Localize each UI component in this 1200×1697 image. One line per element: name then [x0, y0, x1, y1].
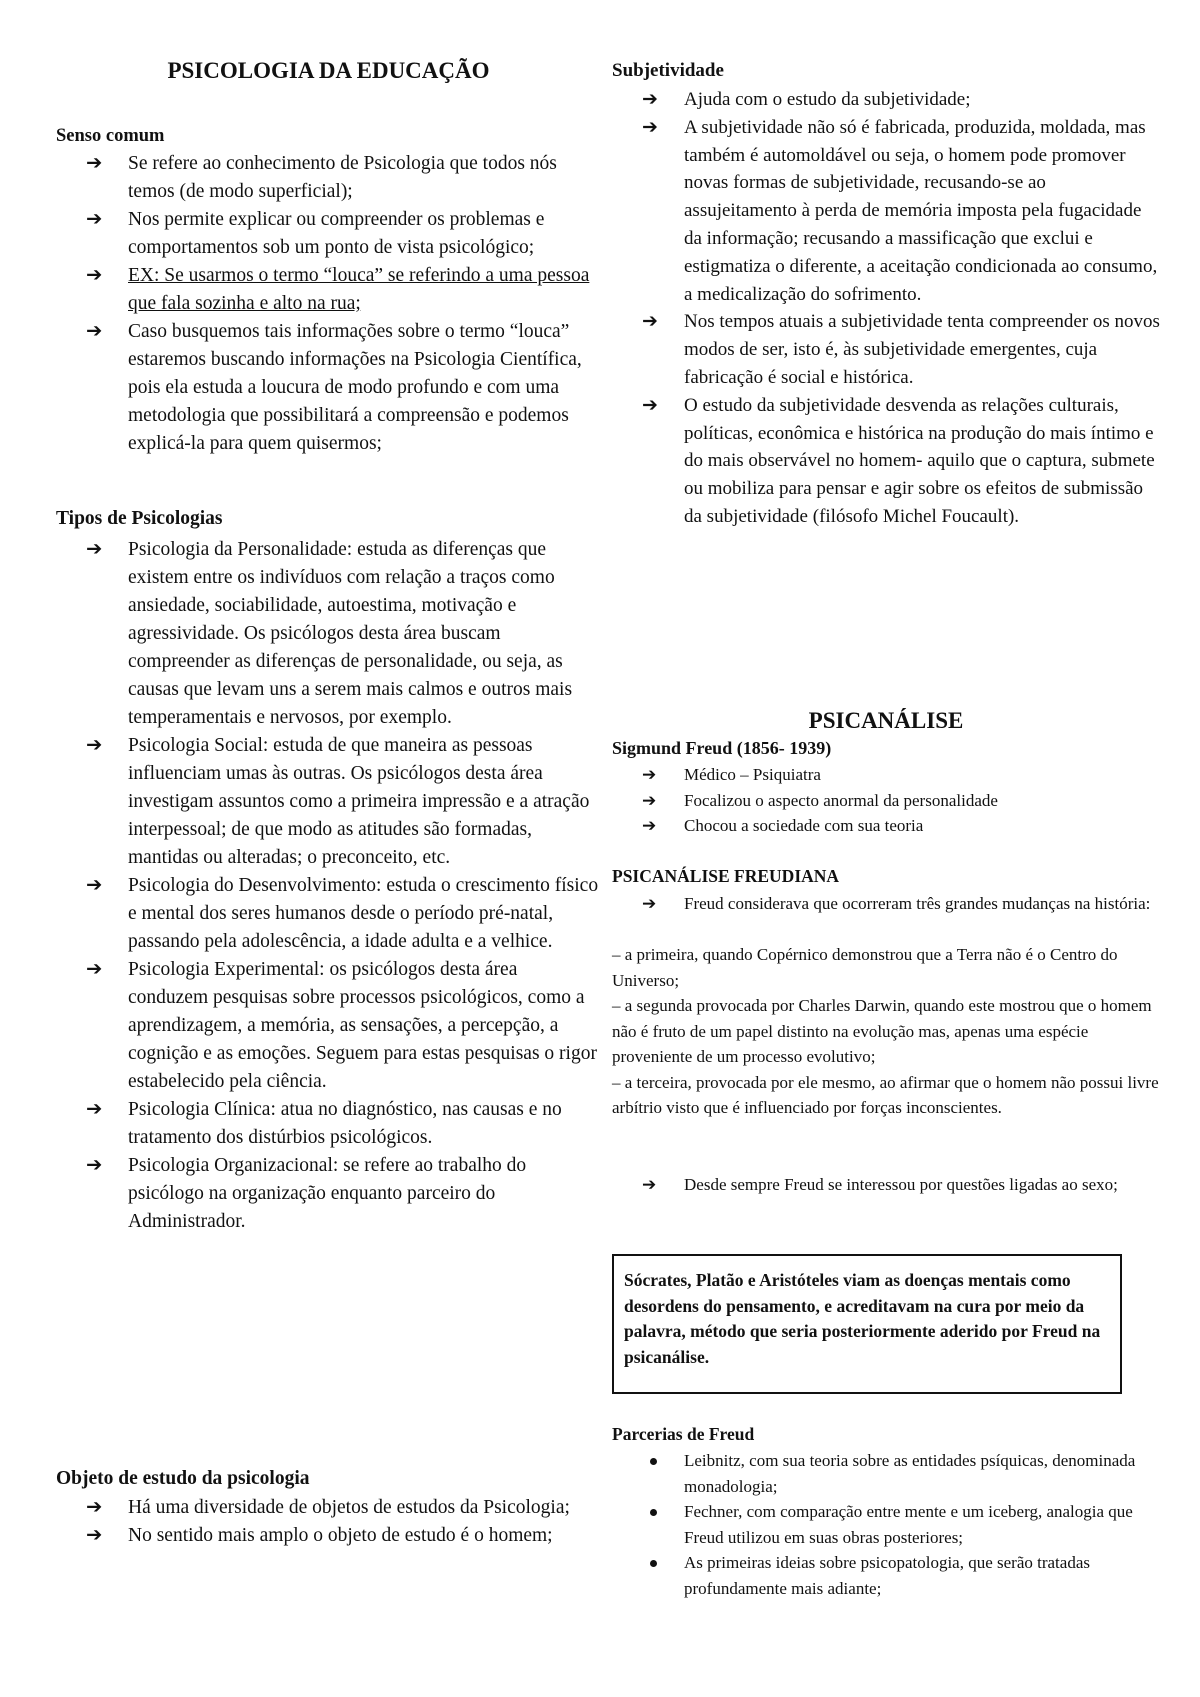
bullet-icon [650, 1560, 657, 1567]
arrow-icon: ➔ [86, 735, 103, 756]
freudiana-intro-list [612, 891, 1160, 917]
list-item: ➔ Psicologia da Personalidade: estuda as diferenças que existem entre os indivíduos com relação a traços como ansiedade, sociabilidade, autoestima, motivação e agressividade. Os psicólogos desta área buscam compreender as diferenças de personalidade, ou seja, as causas que levam uns a serem mais calmos e outros mais temperamentais e nervosos, por exemplo. [56, 536, 601, 732]
arrow-icon: ➔ [86, 539, 103, 560]
list-item: ➔ Psicologia Experimental: os psicólogos desta área conduzem pesquisas sobre processos psicológicos, como a aprendizagem, a memória, as sensações, a percepção, a cognição e as emoções. Seguem para estas pesquisas o rigor estabelecido pela ciência. [56, 956, 601, 1096]
section-heading-senso-comum: Senso comum [56, 126, 165, 146]
list-item: ➔ No sentido mais amplo o objeto de estudo é o homem; [56, 1522, 601, 1550]
arrow-icon: ➔ [642, 394, 658, 416]
psicanalise-title: PSICANÁLISE [808, 708, 964, 733]
list-item: ➔ A subjetividade não só é fabricada, produzida, moldada, mas também é automoldável ou seja, o homem pode promover novas formas de subjetividade, recusando-se ao assujeitamento à perda de memória imposta pela fugacidade da informação; recusando a massificação que exclui e estigmatiza o diferente, a aceitação condicionada ao consumo, a medicalização do sofrimento. [612, 114, 1160, 309]
arrow-icon: ➔ [642, 89, 658, 110]
mudanca-item: – a primeira, quando Copérnico demonstrou que a Terra não é o Centro do Universo; [612, 945, 1118, 990]
highlight-box-text: Sócrates, Platão e Aristóteles viam as doenças mentais como desordens do pensamento, e acreditavam na cura por meio da palavra, método que seria posteriormente aderido por Freud na psicanálise. [624, 1270, 1101, 1367]
arrow-icon: ➔ [642, 894, 657, 913]
arrow-icon: ➔ [642, 816, 657, 835]
section-heading-parcerias: Parcerias de Freud [612, 1424, 755, 1444]
objeto-list [56, 1494, 601, 1550]
example-underlined: EX: Se usarmos o termo “louca” se referindo a uma pessoa que fala sozinha e alto na rua; [128, 265, 590, 314]
document-title: PSICOLOGIA DA EDUCAÇÃO [167, 58, 490, 83]
freud-list [612, 762, 1160, 839]
arrow-icon: ➔ [86, 1525, 103, 1546]
list-item: ➔ Se refere ao conhecimento de Psicologia que todos nós temos (de modo superficial); [56, 150, 601, 206]
list-item: Fechner, com comparação entre mente e um iceberg, analogia que Freud utilizou em suas obras posteriores; [612, 1499, 1160, 1550]
list-item: ➔ Desde sempre Freud se interessou por questões ligadas ao sexo; [612, 1172, 1160, 1198]
list-item: ➔ Psicologia Organizacional: se refere ao trabalho do psicólogo na organização enquanto parceiro do Administrador. [56, 1152, 601, 1236]
arrow-icon: ➔ [642, 311, 658, 333]
section-heading-freud: Sigmund Freud (1856- 1939) [612, 738, 832, 758]
list-item: ➔ Psicologia do Desenvolvimento: estuda o crescimento físico e mental dos seres humanos desde o período pré-natal, passando pela adolescência, a idade adulta e a velhice. [56, 872, 601, 956]
arrow-icon: ➔ [86, 1497, 103, 1518]
bullet-icon [650, 1509, 657, 1516]
list-item: ➔ Caso busquemos tais informações sobre o termo “louca” estaremos buscando informações na Psicologia Científica, pois ela estuda a loucura de modo profundo e com uma metodologia que possibilitará a compreensão e podemos explicá-la para quem quisermos; [56, 318, 601, 458]
tipos-list [56, 536, 601, 1236]
highlight-box [612, 1254, 1122, 1394]
senso-comum-list [56, 150, 601, 458]
subjetividade-list [612, 86, 1160, 531]
arrow-icon: ➔ [642, 765, 657, 784]
list-item: ➔ Ajuda com o estudo da subjetividade; [612, 86, 1160, 114]
arrow-icon: ➔ [86, 959, 103, 980]
list-item: ➔ Psicologia Clínica: atua no diagnóstico, nas causas e no tratamento dos distúrbios psicológicos. [56, 1096, 601, 1152]
arrow-icon: ➔ [642, 790, 657, 810]
bullet-icon [650, 1458, 657, 1465]
mudanca-item: – a segunda provocada por Charles Darwin, quando este mostrou que o homem não é fruto de um papel distinto na evolução mas, apenas uma espécie proveniente de um processo evolutivo; [612, 996, 1152, 1066]
arrow-icon: ➔ [86, 321, 103, 342]
parcerias-list [612, 1448, 1160, 1601]
arrow-icon: ➔ [86, 209, 103, 230]
arrow-icon: ➔ [86, 1155, 103, 1176]
list-item: ➔ Médico – Psiquiatra [612, 762, 1160, 788]
list-item: Leibnitz, com sua teoria sobre as entidades psíquicas, denominada monadologia; [612, 1448, 1160, 1499]
list-item: ➔ Chocou a sociedade com sua teoria [612, 813, 1160, 839]
section-heading-objeto: Objeto de estudo da psicologia [56, 1468, 310, 1489]
section-heading-tipos: Tipos de Psicologias [56, 508, 223, 529]
arrow-icon: ➔ [642, 1175, 657, 1194]
mudanca-item: – a terceira, provocada por ele mesmo, ao afirmar que o homem não possui livre arbítrio visto que é influenciado por forças inconscientes. [612, 1072, 1159, 1117]
list-item: ➔ Freud considerava que ocorreram três grandes mudanças na história: [612, 891, 1160, 917]
list-item: ➔ Há uma diversidade de objetos de estudos da Psicologia; [56, 1494, 601, 1522]
mudancas-text [612, 942, 1160, 1121]
list-item: As primeiras ideias sobre psicopatologia, que serão tratadas profundamente mais adiante; [612, 1550, 1160, 1601]
section-heading-freudiana: PSICANÁLISE FREUDIANA [612, 866, 840, 886]
list-item: ➔ Psicologia Social: estuda de que maneira as pessoas influenciam umas às outras. Os psicólogos desta área investigam assuntos como a primeira impressão e a atração interpessoal; de que modo as atitudes são formadas, mantidas ou alteradas; o preconceito, etc. [56, 732, 601, 872]
list-item: ➔ O estudo da subjetividade desvenda as relações culturais, políticas, econômica e histórica na produção do mais íntimo e do mais observável no homem- aquilo que o captura, submete ou mobiliza para pensar e agir sobre os efeitos de submissão da subjetividade (filósofo Michel Foucault). [612, 392, 1160, 531]
list-item: ➔ Focalizou o aspecto anormal da personalidade [612, 788, 1160, 814]
arrow-icon: ➔ [86, 875, 103, 896]
arrow-icon: ➔ [86, 153, 103, 174]
list-item [56, 262, 601, 318]
arrow-icon: ➔ [642, 116, 658, 138]
arrow-icon: ➔ [86, 265, 103, 286]
list-item: ➔ Nos tempos atuais a subjetividade tenta compreender os novos modos de ser, isto é, às subjetividade emergentes, cuja fabricação é social e histórica. [612, 308, 1160, 391]
arrow-icon: ➔ [86, 1099, 103, 1120]
freudiana-outro-list [612, 1172, 1160, 1198]
list-item: ➔ Nos permite explicar ou compreender os problemas e comportamentos sob um ponto de vista psicológico; [56, 206, 601, 262]
section-heading-subjetividade: Subjetividade [612, 60, 724, 81]
